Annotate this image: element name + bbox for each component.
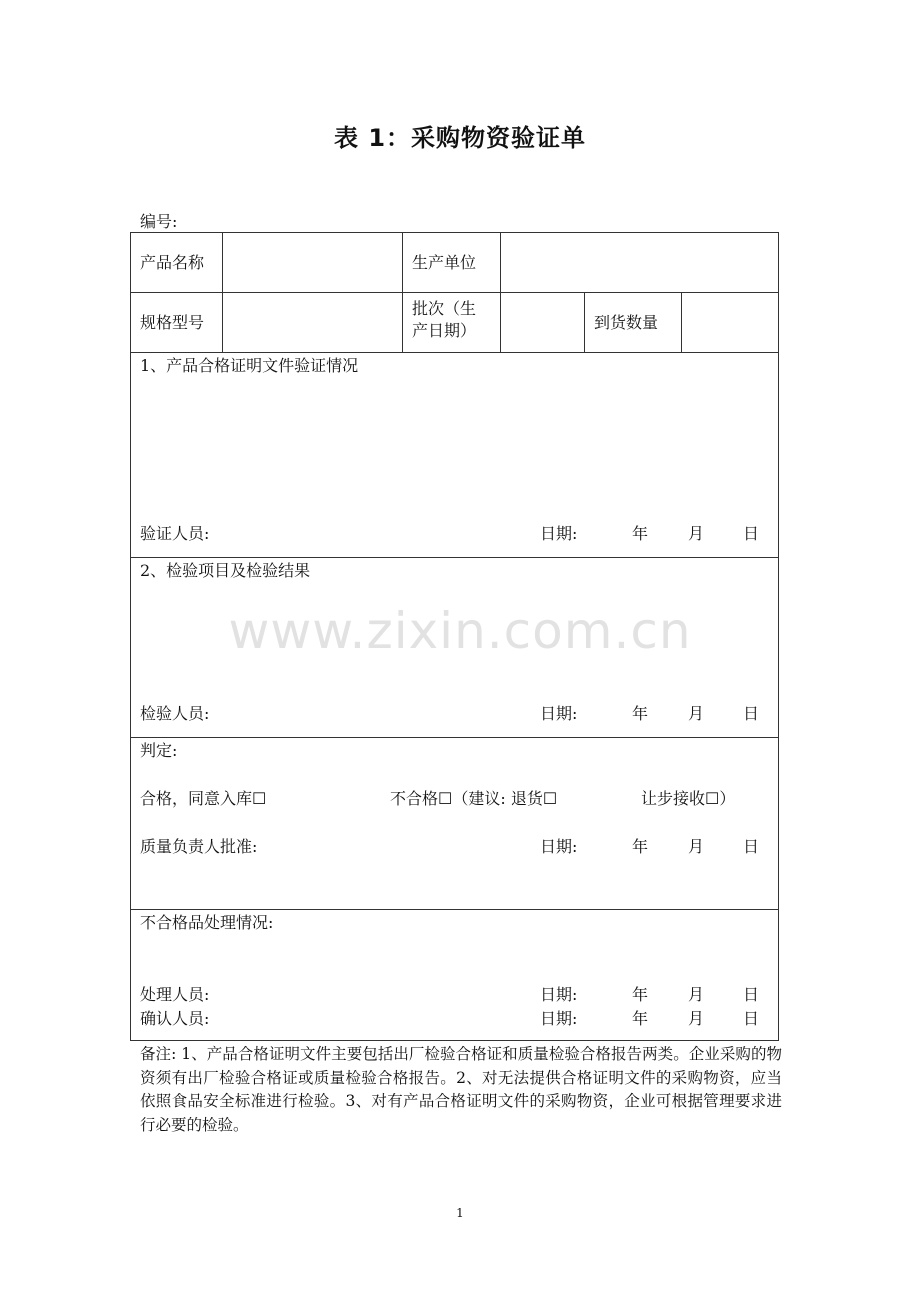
month-label: 月: [688, 837, 705, 856]
date-label: 日期:: [540, 1009, 578, 1028]
confirmer-label: 确认人员:: [140, 1009, 210, 1028]
year-label: 年: [632, 1009, 649, 1028]
column-divider: [402, 232, 403, 352]
judgement-heading: 判定:: [140, 741, 178, 760]
date-label: 日期:: [540, 524, 578, 543]
handler-label: 处理人员:: [140, 985, 210, 1004]
arrival-quantity-field[interactable]: [682, 293, 778, 352]
month-label: 月: [688, 704, 705, 723]
watermark: www.zixin.com.cn: [228, 602, 692, 660]
spec-model-label: 规格型号: [140, 313, 205, 332]
page-number: 1: [456, 1206, 464, 1220]
spec-model-field[interactable]: [223, 293, 402, 352]
table-border-bottom: [130, 1040, 779, 1041]
date-label: 日期:: [540, 704, 578, 723]
day-label: 日: [743, 524, 760, 543]
day-label: 日: [743, 704, 760, 723]
section1-heading: 1、产品合格证明文件验证情况: [140, 356, 359, 375]
month-label: 月: [688, 524, 705, 543]
date-label: 日期:: [540, 985, 578, 1004]
manufacturer-field[interactable]: [501, 233, 778, 292]
month-label: 月: [688, 985, 705, 1004]
year-label: 年: [632, 837, 649, 856]
section-divider: [130, 909, 779, 910]
product-name-label: 产品名称: [140, 253, 205, 272]
year-label: 年: [632, 704, 649, 723]
batch-label: 批次（生 产日期）: [412, 299, 477, 340]
date-label: 日期:: [540, 837, 578, 856]
manufacturer-label: 生产单位: [412, 253, 477, 272]
arrival-quantity-label: 到货数量: [594, 313, 659, 332]
remarks-paragraph: 备注: 1、产品合格证明文件主要包括出厂检验合格证和质量检验合格报告两类。企业采购的物资须有出厂检验合格证或质量检验合格报告。2、对无法提供合格证明文件的采购物资，应当依照食品安全标准进行检验。3、对有产品合格证明文件的采购物资，企业可根据管理要求进行必要的检验。: [140, 1045, 782, 1134]
product-name-field[interactable]: [223, 233, 402, 292]
nonconforming-heading: 不合格品处理情况:: [140, 913, 274, 932]
serial-number-label: 编号:: [140, 212, 178, 231]
day-label: 日: [743, 837, 760, 856]
day-label: 日: [743, 985, 760, 1004]
section-divider: [130, 737, 779, 738]
year-label: 年: [632, 985, 649, 1004]
pass-checkbox-option[interactable]: 合格，同意入库☐: [140, 789, 267, 808]
year-label: 年: [632, 524, 649, 543]
inspector-label: 检验人员:: [140, 704, 210, 723]
row-divider: [130, 352, 779, 353]
page-title: 表 1：采购物资验证单: [333, 124, 587, 152]
batch-field[interactable]: [501, 293, 584, 352]
quality-approver-label: 质量负责人批准:: [140, 837, 258, 856]
column-divider: [584, 292, 585, 352]
concession-checkbox-option[interactable]: 让步接收☐）: [641, 789, 736, 808]
fail-checkbox-option[interactable]: 不合格☐（建议: 退货☐: [390, 789, 558, 808]
verifier-label: 验证人员:: [140, 524, 210, 543]
section2-heading: 2、检验项目及检验结果: [140, 561, 311, 580]
day-label: 日: [743, 1009, 760, 1028]
section-divider: [130, 557, 779, 558]
month-label: 月: [688, 1009, 705, 1028]
